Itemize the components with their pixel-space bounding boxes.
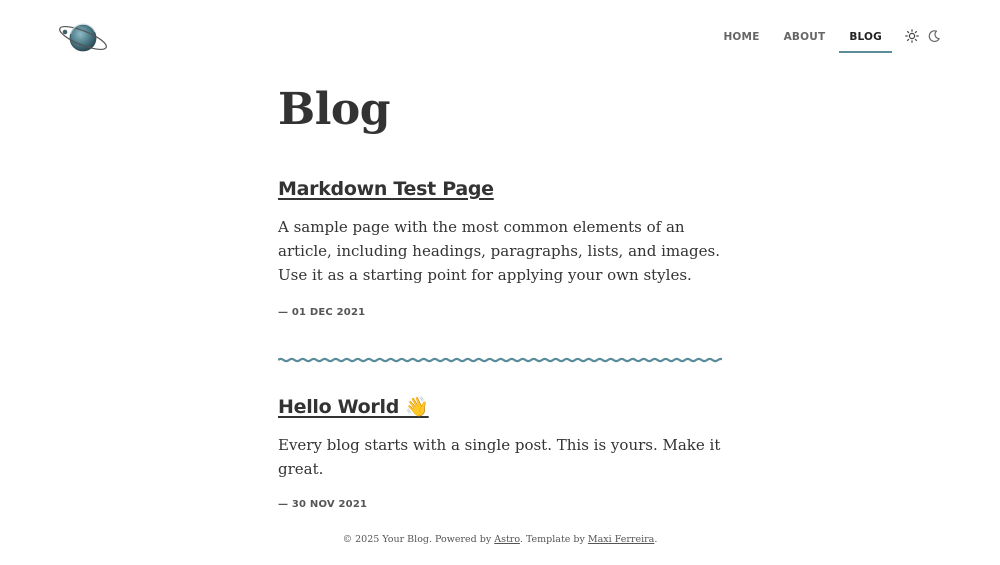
sun-icon[interactable] xyxy=(905,29,919,43)
blog-main xyxy=(278,78,722,510)
post-title-link[interactable]: Markdown Test Page xyxy=(278,178,494,200)
nav-home-link[interactable]: HOME xyxy=(723,31,760,43)
page-title: Blog xyxy=(278,84,391,135)
post-description: A sample page with the most common elements of an article, including headings, paragraphs, lists, and images. Use it as a starting point for applying your own styles. xyxy=(278,218,720,284)
post-description: Every blog starts with a single post. This is yours. Make it great. xyxy=(278,436,721,478)
nav-blog-link[interactable]: BLOG xyxy=(839,24,892,53)
post-date: — 01 DEC 2021 xyxy=(278,307,366,318)
post-item xyxy=(278,178,722,318)
site-header xyxy=(0,0,1000,76)
post-item xyxy=(278,395,722,510)
planet-logo-icon[interactable] xyxy=(57,18,109,58)
wave-divider xyxy=(278,355,722,365)
post-date: — 30 NOV 2021 xyxy=(278,499,368,510)
post-title-link[interactable]: Hello World 👋 xyxy=(278,396,429,418)
main-nav xyxy=(713,24,892,53)
site-footer xyxy=(0,534,1000,545)
author-link[interactable]: Maxi Ferreira xyxy=(587,534,655,545)
footer-copyright: © 2025 Your Blog. Powered by xyxy=(342,534,495,545)
nav-about-link[interactable]: ABOUT xyxy=(783,31,826,43)
theme-toggle xyxy=(905,29,941,43)
footer-suffix: . xyxy=(654,534,658,545)
astro-link[interactable]: Astro xyxy=(494,534,520,545)
footer-template-text: . Template by xyxy=(519,534,588,545)
moon-icon[interactable] xyxy=(927,29,941,43)
